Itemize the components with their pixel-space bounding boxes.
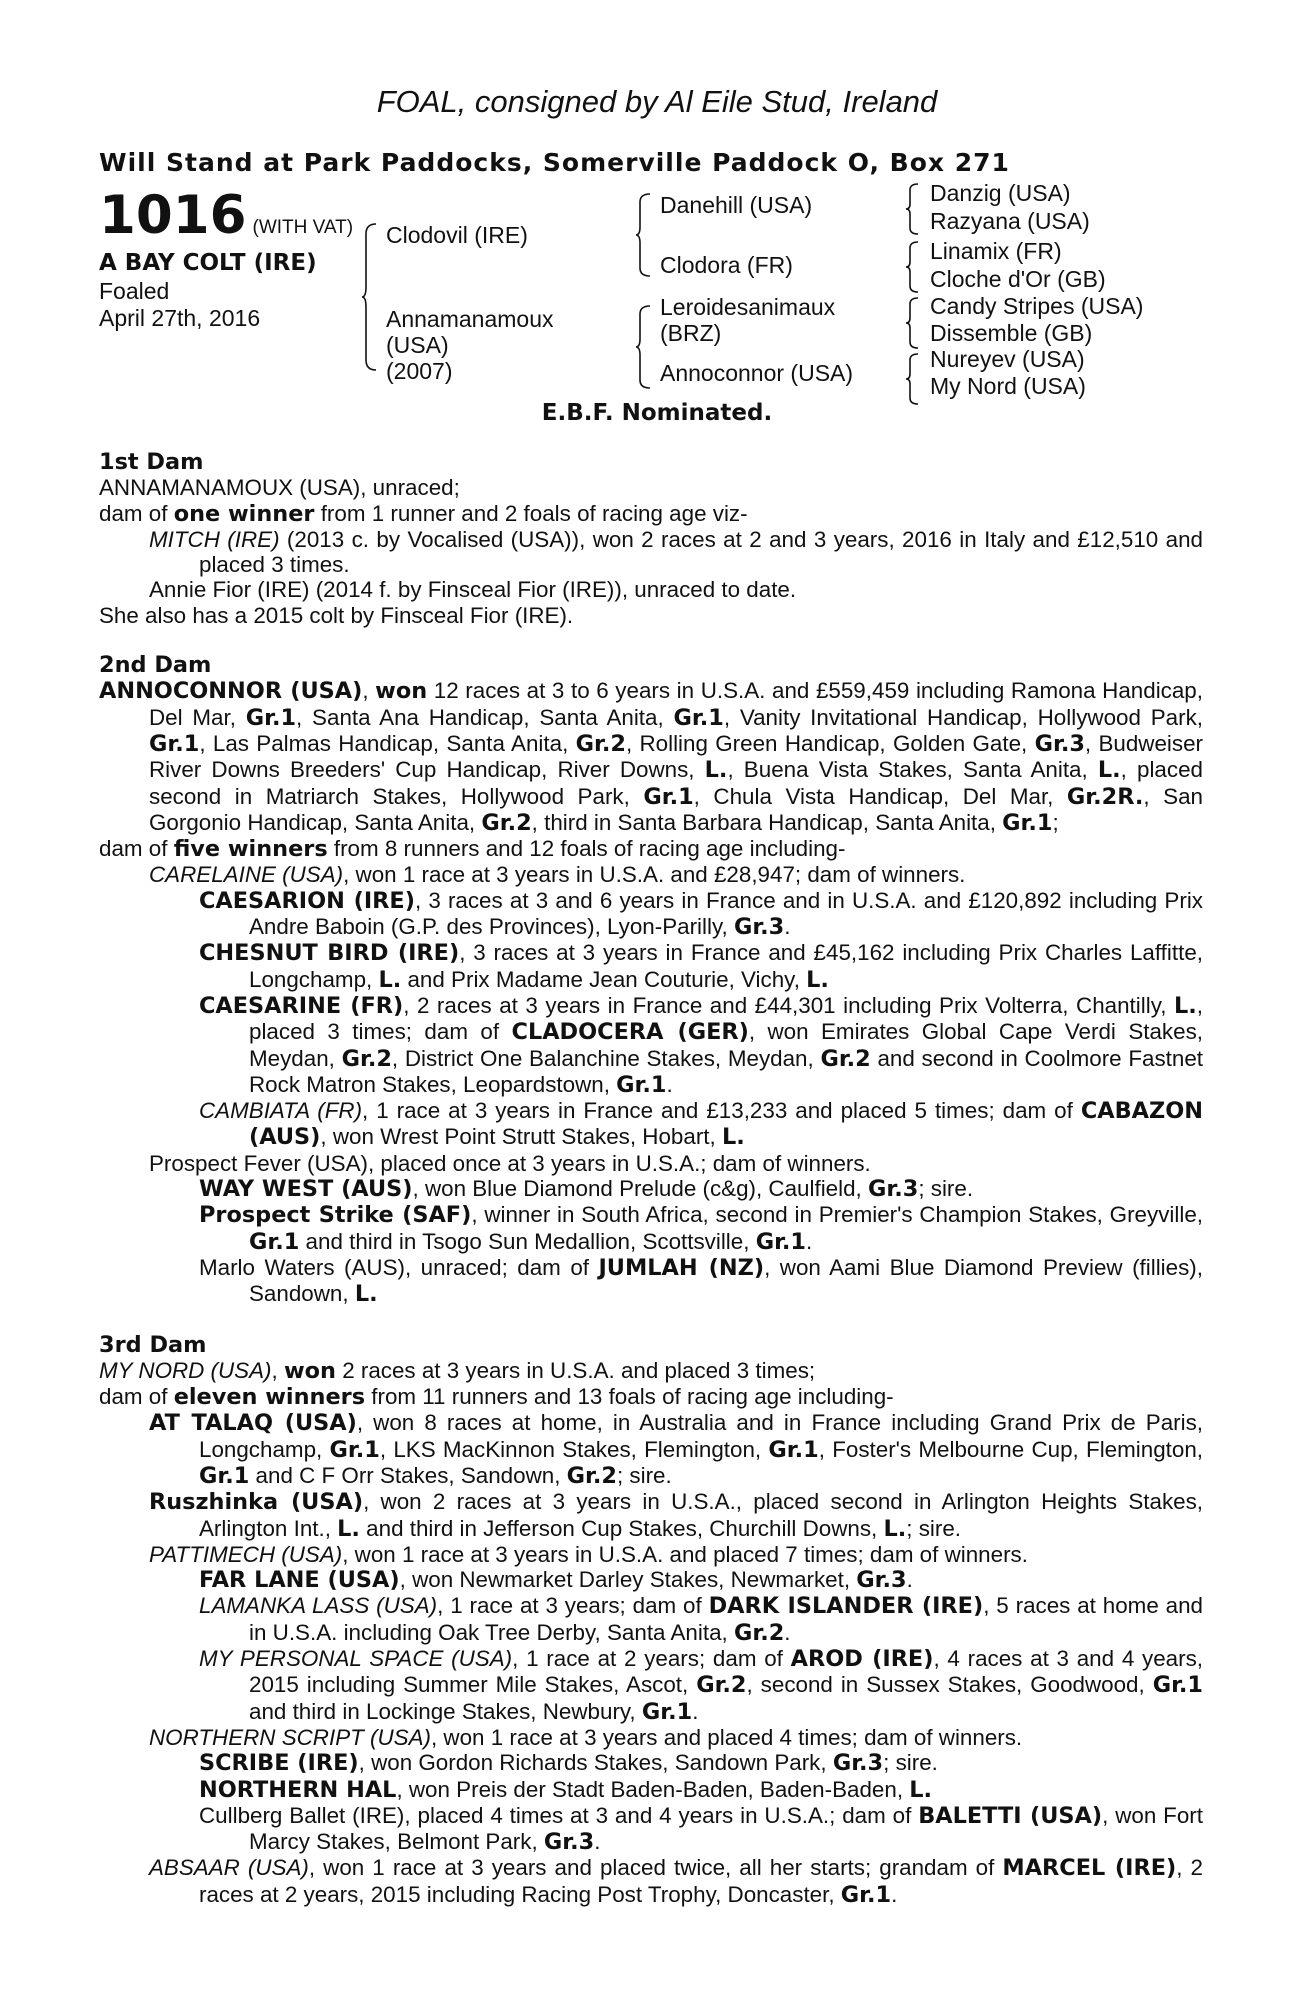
- progeny-entry: [99, 527, 1203, 578]
- progeny-name: Ruszhinka (USA): [149, 1489, 364, 1516]
- pedigree-sds: Linamix (FR): [930, 238, 1062, 264]
- grade: Gr.3: [543, 1829, 595, 1856]
- text: , placed second in Matriarch Stakes, Hollywood Park,: [149, 757, 1203, 809]
- pedigree-brace-ds: [906, 296, 920, 350]
- text: ;: [1052, 809, 1059, 835]
- progeny-name: LAMANKA LASS (USA): [199, 1593, 438, 1619]
- vat-note: (WITH VAT): [252, 217, 354, 238]
- progeny-entry: [99, 862, 1203, 887]
- progeny-name: CARELAINE (USA): [149, 862, 344, 888]
- pedigree-brace-ss: [906, 182, 920, 236]
- text: and third in Tsogo Sun Medallion, Scottsville,: [299, 1228, 756, 1254]
- progeny-name: AROD (IRE): [790, 1646, 934, 1673]
- pedigree-dam-sire-line2: (BRZ): [660, 320, 722, 346]
- progeny-name: CAESARINE (FR): [199, 992, 404, 1019]
- grade: Gr.1: [149, 730, 200, 757]
- grade: Gr.1: [755, 1228, 806, 1255]
- progeny-name: JUMLAH (NZ): [598, 1254, 765, 1281]
- progeny-entry: [99, 1725, 1203, 1750]
- grade: Gr.3: [856, 1567, 907, 1594]
- pedigree-brace-gen1: [362, 222, 378, 372]
- pedigree-dam-line2: (USA): [386, 332, 449, 358]
- grade: L.: [337, 1515, 360, 1542]
- winner-count: five winners: [173, 836, 328, 863]
- text: , won 1 race at 3 years and placed 4 times; dam of winners.: [430, 1724, 1023, 1750]
- grade: Gr.3: [733, 914, 785, 941]
- pedigree-brace-sire: [636, 192, 652, 278]
- pedigree-sss: Danzig (USA): [930, 180, 1071, 206]
- text: , won 1 race at 3 years in U.S.A. and £28,947; dam of winners.: [343, 862, 966, 888]
- text: 12 races at 3 to 6 years in U.S.A. and £559,459 including Ramona Handicap, Del Mar,: [149, 678, 1203, 730]
- progeny-name: MITCH (IRE): [149, 526, 280, 552]
- second-dam-record: [99, 678, 1203, 836]
- text: , third in Santa Barbara Handicap, Santa Anita,: [531, 809, 1003, 835]
- pedigree-sire-sire: Danehill (USA): [660, 192, 813, 218]
- text: , Foster's Melbourne Cup, Flemington,: [818, 1436, 1203, 1462]
- grade: L.: [1173, 992, 1197, 1019]
- text: , Vanity Invitational Handicap, Hollywood Park,: [723, 704, 1203, 730]
- second-dam-produce: [99, 836, 1203, 862]
- third-dam-heading: 3rd Dam: [99, 1331, 207, 1358]
- second-dam-heading: 2nd Dam: [99, 652, 212, 679]
- text: .: [594, 1829, 601, 1855]
- text: (2013 c. by Vocalised (USA)), won 2 races at 2 and 3 years, 2016 in Italy and £12,510 and placed 3 times.: [199, 526, 1203, 578]
- winner-count: eleven winners: [173, 1384, 366, 1411]
- text: , 5 races at home and in U.S.A. including Oak Tree Derby, Santa Anita,: [249, 1593, 1203, 1645]
- text: Cullberg Ballet (IRE), placed 4 times at 3 and 4 years in U.S.A.; dam of: [199, 1802, 919, 1828]
- grade: Gr.1: [329, 1436, 380, 1463]
- pedigree-brace-dam: [636, 304, 652, 390]
- text: won: [283, 1357, 336, 1384]
- grade: Gr.1: [616, 1071, 667, 1098]
- progeny-entry: [99, 1410, 1203, 1489]
- pedigree-dam-line3: (2007): [386, 358, 453, 384]
- text: , won Wrest Point Strutt Stakes, Hobart,: [320, 1124, 722, 1150]
- lot-title: A BAY COLT (IRE): [99, 250, 317, 276]
- text: , 2 races at 3 years in France and £44,301 including Prix Volterra, Chantilly,: [403, 992, 1174, 1018]
- text: , Santa Ana Handicap, Santa Anita,: [296, 704, 674, 730]
- grade: L.: [909, 1776, 933, 1803]
- progeny-entry: [99, 1489, 1203, 1542]
- text: , placed 3 times; dam of: [249, 992, 1203, 1045]
- text: , won 2 races at 3 years in U.S.A., placed second in Arlington Heights Stakes, Arlington Int.,: [199, 1489, 1204, 1541]
- progeny-name: WAY WEST (AUS): [199, 1176, 413, 1203]
- progeny-entry: [99, 1098, 1203, 1151]
- pedigree-dam-sire: [660, 294, 835, 346]
- text: .: [784, 914, 791, 940]
- foaled-info: [99, 278, 260, 332]
- grade: Gr.2: [575, 730, 626, 757]
- grade: Gr.1: [768, 1436, 819, 1463]
- text: dam of: [99, 500, 174, 526]
- text: , won 1 race at 3 years in U.S.A. and placed 7 times; dam of winners.: [342, 1541, 1028, 1567]
- text: .: [806, 1228, 813, 1254]
- grade: Gr.2: [341, 1045, 392, 1072]
- progeny-name: MY PERSONAL SPACE (USA): [199, 1646, 513, 1672]
- text: , second in Sussex Stakes, Goodwood,: [746, 1672, 1153, 1698]
- text: .: [891, 1881, 898, 1907]
- winner-count: one winner: [173, 500, 315, 527]
- first-dam-record: [99, 501, 1203, 527]
- text: ; sire.: [918, 1176, 974, 1202]
- text: , Budweiser River Downs Breeders' Cup Handicap, River Downs,: [149, 730, 1204, 783]
- progeny-name: NORTHERN HAL: [199, 1776, 397, 1803]
- grade: Gr.2: [696, 1672, 747, 1699]
- grade: L.: [721, 1124, 745, 1151]
- text: , Buena Vista Stakes, Santa Anita,: [727, 757, 1098, 783]
- progeny-entry: [99, 1750, 1203, 1776]
- progeny-name: CHESNUT BIRD (IRE): [199, 940, 460, 967]
- text: , won Aami Blue Diamond Preview (fillies), Sandown,: [249, 1254, 1203, 1307]
- text: , won Fort Marcy Stakes, Belmont Park,: [249, 1802, 1203, 1855]
- grade: Gr.1: [199, 1462, 250, 1489]
- third-dam-produce: [99, 1384, 1203, 1410]
- grade: Gr.3: [868, 1176, 919, 1203]
- text: , 2 races at 2 years, 2015 including Racing Post Trophy, Doncaster,: [199, 1855, 1203, 1907]
- text: , 1 race at 3 years in France and £13,233 and placed 5 times; dam of: [362, 1098, 1081, 1124]
- text: , District One Balanchine Stakes, Meydan,: [391, 1045, 821, 1071]
- text: , won Preis der Stadt Baden-Baden, Baden-Baden,: [396, 1776, 910, 1802]
- text: , won 1 race at 3 years and placed twice, all her starts; grandam of: [308, 1855, 1003, 1881]
- pedigree-sdd: Cloche d'Or (GB): [930, 266, 1106, 292]
- text: won: [375, 678, 428, 705]
- text: , won Gordon Richards Stakes, Sandown Park,: [358, 1750, 833, 1776]
- text: , Rolling Green Handicap, Golden Gate,: [625, 730, 1035, 756]
- dam-name: MY NORD (USA): [99, 1357, 272, 1383]
- grade: L.: [806, 966, 829, 993]
- grade: Gr.3: [832, 1750, 884, 1777]
- text: , Las Palmas Handicap, Santa Anita,: [199, 730, 576, 756]
- grade: Gr.2: [820, 1045, 871, 1072]
- text: ,: [271, 1357, 284, 1383]
- text: , 3 races at 3 and 6 years in France and in U.S.A. and £120,892 including Prix Andre Baboin (G.P. des Provinces), Lyon-Parilly,: [249, 887, 1203, 940]
- lot-number: 1016: [99, 185, 247, 246]
- text: , won 8 races at home, in Australia and in France including Grand Prix de Paris, Longchamp,: [199, 1410, 1203, 1462]
- text: , winner in South Africa, second in Premier's Champion Stakes, Greyville,: [471, 1202, 1203, 1228]
- progeny-entry: [99, 1777, 1203, 1803]
- grade: L.: [704, 757, 728, 784]
- progeny-entry: [99, 1202, 1203, 1255]
- progeny-entry: [99, 940, 1203, 993]
- progeny-name: AT TALAQ (USA): [149, 1410, 357, 1437]
- grade: Gr.1: [1152, 1672, 1203, 1699]
- catalogue-body: [99, 450, 1203, 1908]
- pedigree-brace-sd: [906, 240, 920, 294]
- text: .: [692, 1698, 699, 1724]
- first-dam-heading: 1st Dam: [99, 449, 204, 475]
- progeny-entry: [99, 1567, 1203, 1593]
- grade: Gr.2: [481, 809, 532, 836]
- text: , San Gorgonio Handicap, Santa Anita,: [149, 783, 1203, 835]
- grade: Gr.2: [566, 1462, 617, 1489]
- pedigree-sire: Clodovil (IRE): [386, 222, 528, 248]
- text: ,: [362, 678, 376, 704]
- text: ; sire.: [883, 1750, 938, 1776]
- text: , 4 races at 3 and 4 years, 2015 including Summer Mile Stakes, Ascot,: [249, 1646, 1203, 1698]
- third-dam-record: [99, 1358, 1203, 1384]
- progeny-entry: [99, 888, 1203, 941]
- pedigree-dam-line1: Annamanamoux: [386, 306, 554, 332]
- progeny-name: MARCEL (IRE): [1002, 1855, 1177, 1882]
- pedigree-dam-sire-line1: Leroidesanimaux: [660, 294, 836, 320]
- pedigree-ddd: My Nord (USA): [930, 373, 1086, 399]
- text: and third in Jefferson Cup Stakes, Churchill Downs,: [359, 1515, 884, 1541]
- grade: Gr.1: [643, 783, 694, 810]
- progeny-name: CAMBIATA (FR): [199, 1098, 363, 1124]
- pedigree-dam: [386, 306, 554, 384]
- text: and Prix Madame Jean Couturie, Vichy,: [401, 966, 807, 992]
- text: and second in Coolmore Fastnet Rock Matron Stakes, Leopardstown,: [249, 1045, 1203, 1097]
- grade: L.: [378, 966, 402, 993]
- text: , won Newmarket Darley Stakes, Newmarket,: [399, 1567, 857, 1593]
- progeny-name: NORTHERN SCRIPT (USA): [149, 1724, 431, 1750]
- foaled-date: April 27th, 2016: [99, 305, 261, 331]
- progeny-entry: [99, 1803, 1203, 1856]
- text: and third in Lockinge Stakes, Newbury,: [249, 1698, 642, 1724]
- text: .: [784, 1619, 791, 1645]
- grade: Gr.1: [1002, 809, 1053, 836]
- text: , 3 races at 3 years in France and £45,162 including Prix Charles Laffitte, Longchamp,: [249, 940, 1203, 992]
- text: , 1 race at 2 years; dam of: [512, 1646, 791, 1672]
- dam-name: ANNOCONNOR (USA): [99, 678, 363, 705]
- grade: Gr.2R.: [1066, 783, 1144, 810]
- progeny-name: PATTIMECH (USA): [149, 1541, 343, 1567]
- progeny-entry: [99, 993, 1203, 1098]
- progeny-entry: [99, 1176, 1203, 1202]
- grade: Gr.1: [641, 1698, 693, 1725]
- text: and C F Orr Stakes, Sandown,: [249, 1462, 567, 1488]
- progeny-name: CABAZON (AUS): [249, 1098, 1203, 1151]
- progeny-entry: [99, 1593, 1203, 1646]
- progeny-name: SCRIBE (IRE): [199, 1750, 359, 1777]
- text: , 1 race at 3 years; dam of: [437, 1593, 709, 1619]
- text: , won Blue Diamond Prelude (c&g), Caulfield,: [412, 1176, 868, 1202]
- progeny-entry: [99, 1255, 1203, 1308]
- text: Marlo Waters (AUS), unraced; dam of: [199, 1254, 599, 1280]
- progeny-name: BALETTI (USA): [918, 1802, 1103, 1829]
- grade: Gr.1: [245, 704, 297, 731]
- progeny-entry: Prospect Fever (USA), placed once at 3 years in U.S.A.; dam of winners.: [149, 1150, 871, 1176]
- pedigree-dds: Nureyev (USA): [930, 346, 1085, 372]
- text: .: [666, 1071, 673, 1097]
- text: dam of: [99, 836, 174, 862]
- progeny-name: Prospect Strike (SAF): [199, 1202, 472, 1229]
- progeny-name: FAR LANE (USA): [199, 1567, 400, 1594]
- pedigree-dss: Candy Stripes (USA): [930, 293, 1144, 319]
- grade: L.: [883, 1515, 907, 1542]
- progeny-name: ABSAAR (USA): [149, 1855, 309, 1881]
- stand-location: Will Stand at Park Paddocks, Somerville Paddock O, Box 271: [99, 148, 1010, 177]
- text: from 8 runners and 12 foals of racing age including-: [327, 836, 846, 862]
- pedigree-ssd: Razyana (USA): [930, 208, 1090, 234]
- progeny-entry: [99, 1542, 1203, 1567]
- grade: Gr.2: [733, 1619, 785, 1646]
- progeny-entry: [99, 1855, 1203, 1908]
- progeny-name: DARK ISLANDER (IRE): [708, 1593, 984, 1620]
- text: , LKS MacKinnon Stakes, Flemington,: [379, 1436, 769, 1462]
- progeny-name: CAESARION (IRE): [199, 887, 415, 914]
- text: from 1 runner and 2 foals of racing age viz-: [314, 500, 748, 526]
- pedigree-sire-dam: Clodora (FR): [660, 252, 793, 278]
- progeny-name: CLADOCERA (GER): [511, 1019, 749, 1046]
- consignor-line: FOAL, consigned by Al Eile Stud, Ireland: [376, 84, 938, 119]
- grade: Gr.1: [673, 704, 724, 731]
- text: , won Emirates Global Cape Verdi Stakes, Meydan,: [249, 1019, 1203, 1071]
- grade: L.: [354, 1281, 378, 1308]
- grade: Gr.1: [249, 1228, 300, 1255]
- text: ; sire.: [616, 1462, 672, 1488]
- pedigree-dam-dam: Annoconnor (USA): [660, 360, 854, 386]
- lot-number-block: [99, 185, 353, 246]
- text: ; sire.: [906, 1515, 962, 1541]
- foaled-label: Foaled: [99, 278, 170, 304]
- first-dam-note: She also has a 2015 colt by Finsceal Fior (IRE).: [99, 602, 574, 628]
- text: .: [906, 1567, 913, 1593]
- grade: Gr.1: [840, 1881, 892, 1908]
- text: 2 races at 3 years in U.S.A. and placed 3 times;: [335, 1357, 816, 1383]
- ebf-nominated: E.B.F. Nominated.: [541, 400, 773, 426]
- progeny-entry: Annie Fior (IRE) (2014 f. by Finsceal Fior (IRE)), unraced to date.: [149, 577, 797, 603]
- pedigree-dsd: Dissemble (GB): [930, 320, 1093, 346]
- text: from 11 runners and 13 foals of racing age including-: [365, 1384, 894, 1410]
- grade: L.: [1097, 757, 1121, 784]
- text: dam of: [99, 1384, 174, 1410]
- text: , Chula Vista Handicap, Del Mar,: [693, 783, 1067, 809]
- pedigree-brace-dd: [906, 352, 920, 406]
- grade: Gr.3: [1034, 730, 1085, 757]
- progeny-entry: [99, 1646, 1203, 1725]
- first-dam-name: ANNAMANAMOUX (USA), unraced;: [99, 475, 460, 501]
